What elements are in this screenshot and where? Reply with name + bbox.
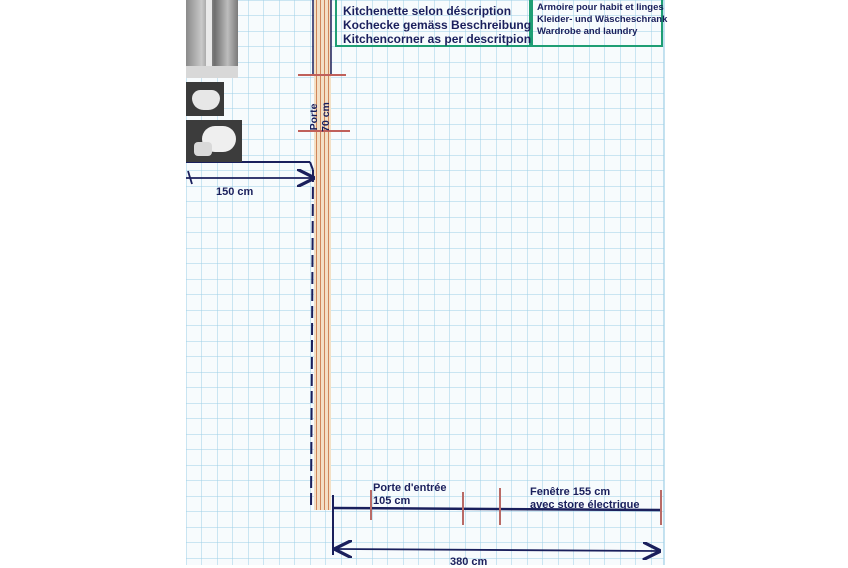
wardrobe-label-de: Kleider- und Wäscheschrank [537,14,668,25]
kitchen-label-fr: Kitchenette selon déscription [343,4,512,18]
sink-photo [186,82,224,116]
door-label-line1: Porte [308,103,320,131]
dim-380-label: 380 cm [450,556,488,568]
kitchen-label-de: Kochecke gemäss Beschreibung [343,18,532,32]
shower-photo [186,0,238,78]
entry-door-label-2: 105 cm [373,495,411,507]
dim-150-label: 150 cm [216,186,254,198]
window-label-2: avec store électrique [530,499,640,511]
entry-door-label-1: Porte d'entrée [373,482,447,494]
toilet-photo [186,120,242,162]
partition-wall [314,0,331,510]
wardrobe-label-fr: Armoire pour habit et linges [537,2,664,13]
wardrobe-label-en: Wardrobe and laundry [537,26,638,37]
door-label-line2: 70 cm [320,102,332,132]
window-label-1: Fenêtre 155 cm [530,486,611,498]
door-70-label [308,89,336,145]
kitchen-label-en: Kitchencorner as per descritpion [343,32,532,46]
